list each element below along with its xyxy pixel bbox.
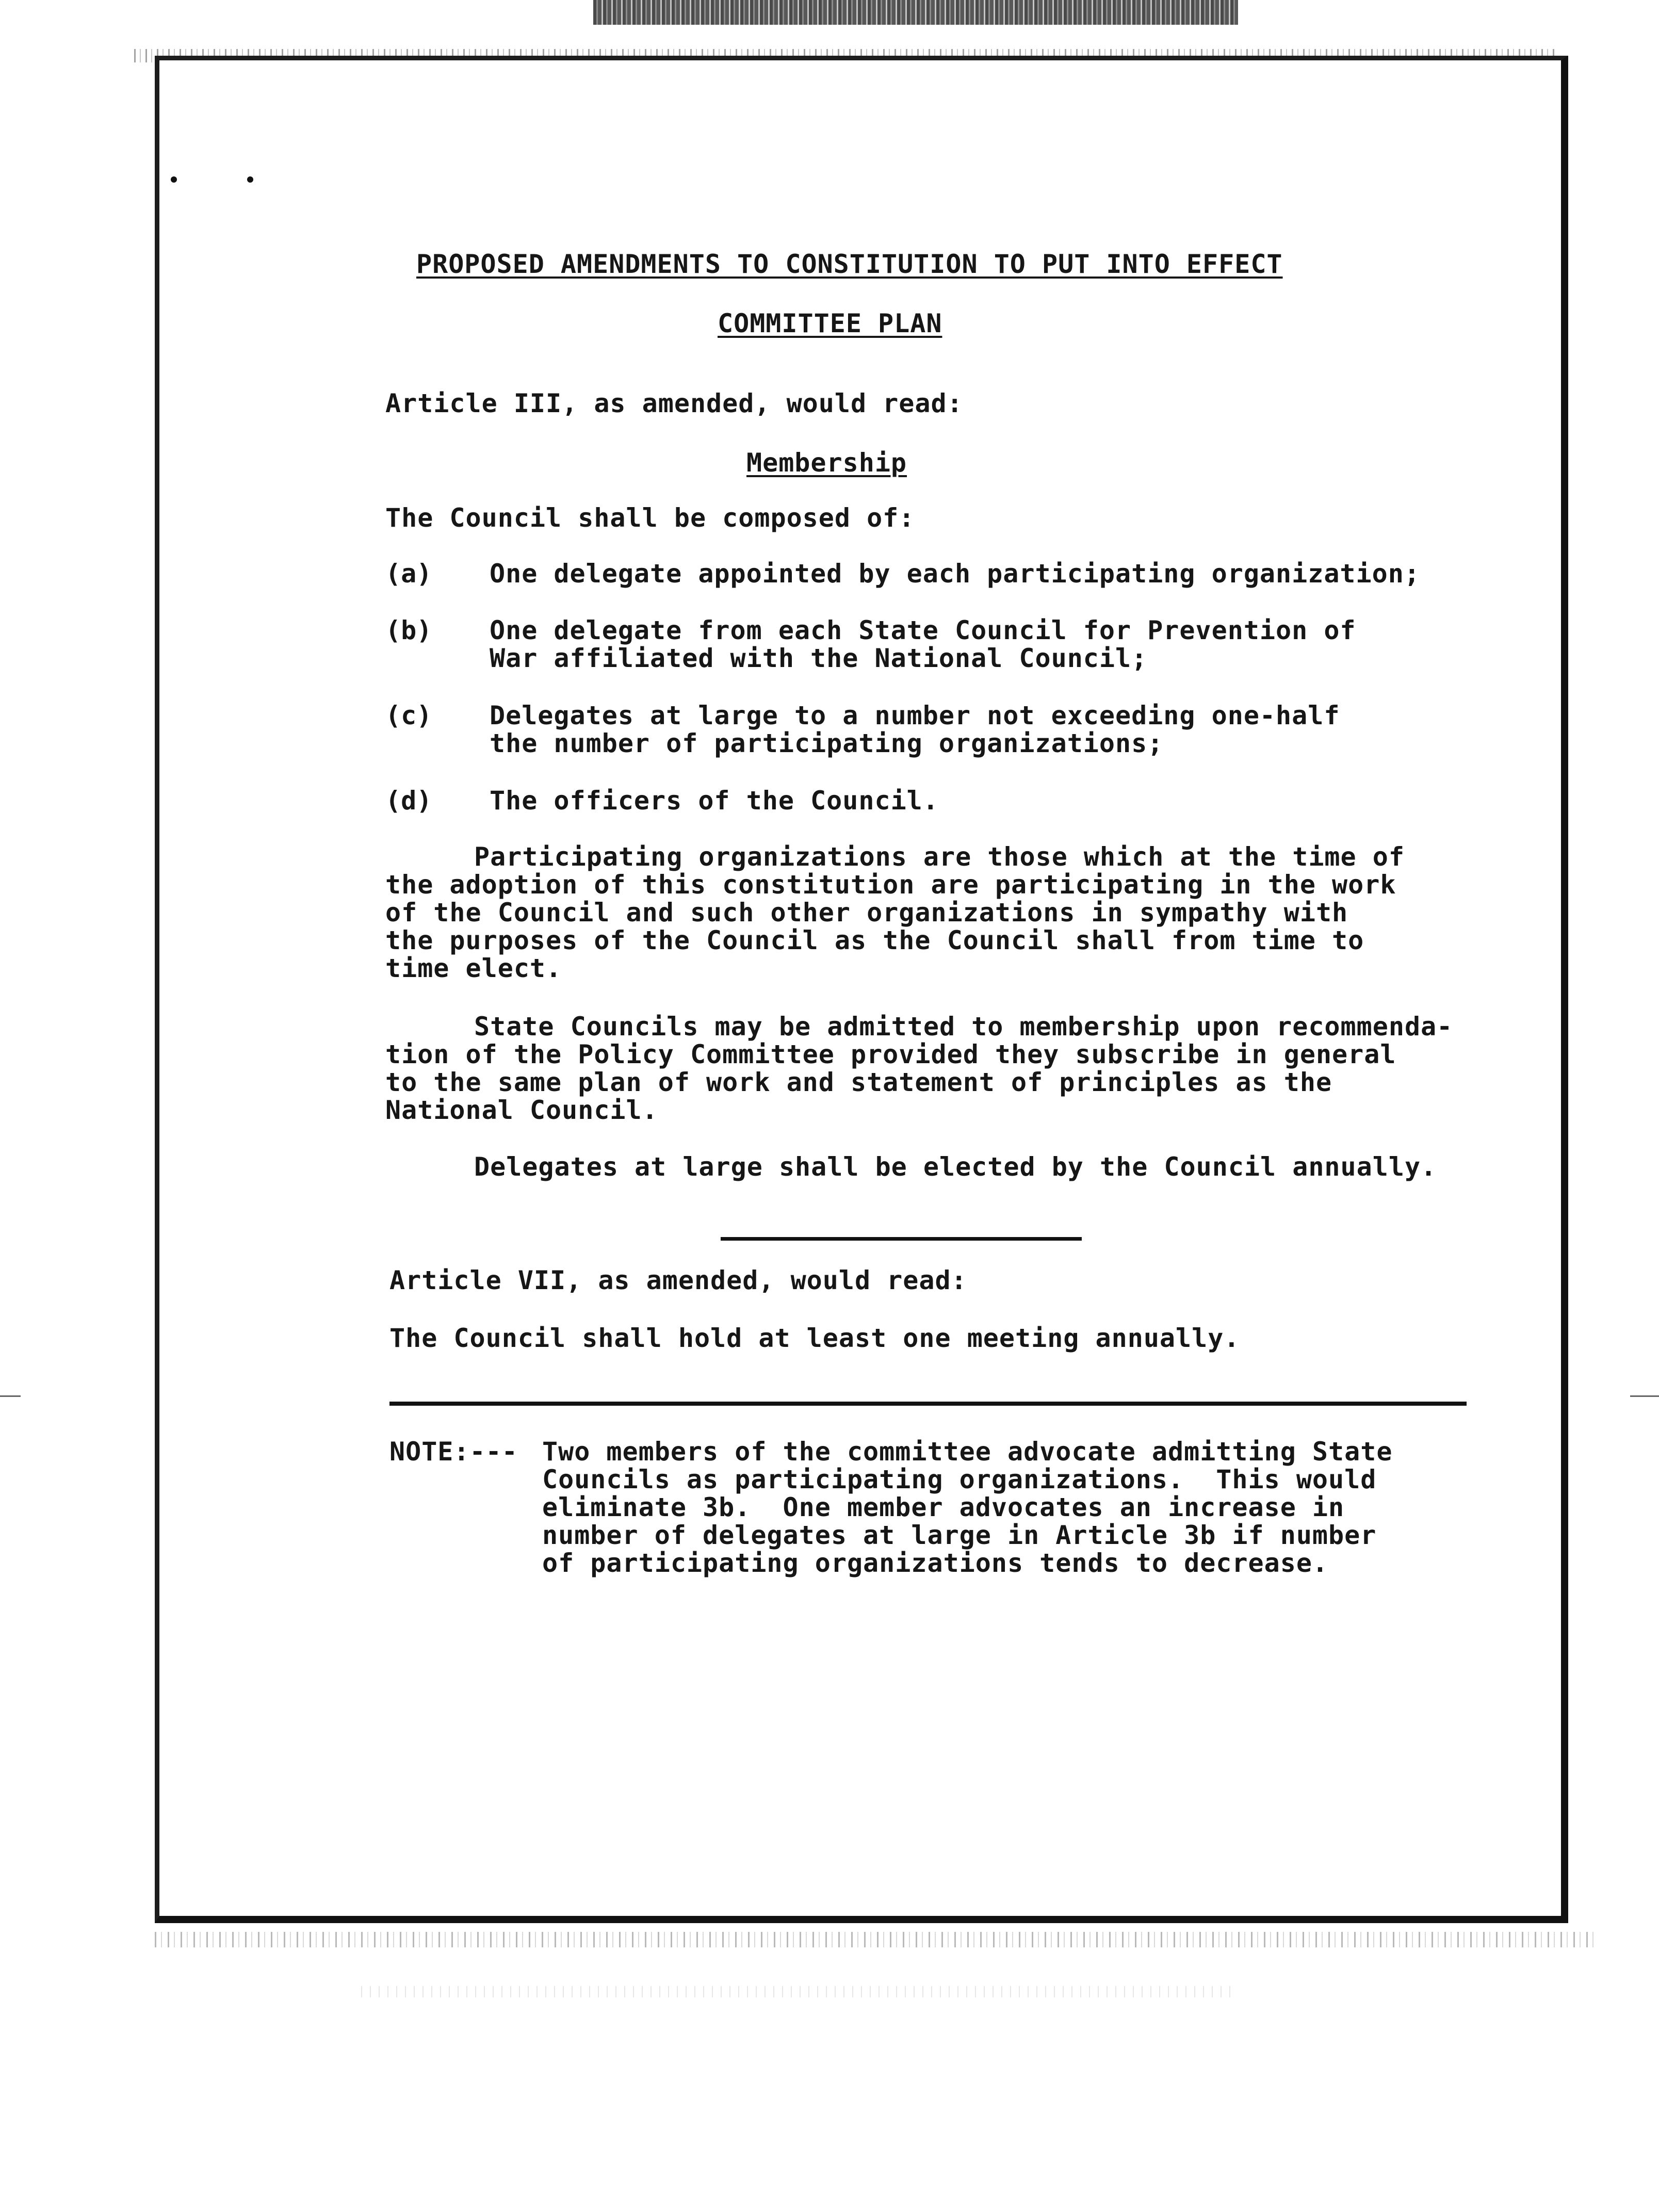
document-subtitle: COMMITTEE PLAN	[718, 308, 942, 338]
note-line-4: number of delegates at large in Article 3b if number	[542, 1520, 1377, 1550]
paragraph-1-line-3: of the Council and such other organizations in sympathy with	[385, 898, 1348, 928]
paragraph-1-line-5: time elect.	[385, 953, 562, 983]
ink-speck	[171, 176, 177, 183]
note-label: NOTE:---	[389, 1437, 518, 1467]
item-label-c: (c)	[385, 701, 432, 730]
item-d-line-1: The officers of the Council.	[490, 786, 939, 816]
paragraph-2-line-4: National Council.	[385, 1095, 658, 1125]
paragraph-1-line-1: Participating organizations are those which at the time of	[474, 842, 1405, 872]
paragraph-1-line-4: the purposes of the Council as the Council shall from time to	[385, 925, 1364, 955]
paragraph-3-line-1: Delegates at large shall be elected by the Council annually.	[474, 1152, 1437, 1182]
note-line-1: Two members of the committee advocate admitting State	[542, 1437, 1393, 1467]
item-label-a: (a)	[385, 559, 432, 589]
document-page	[155, 56, 1568, 1923]
item-b-line-2: War affiliated with the National Council;	[490, 643, 1148, 673]
item-c-line-2: the number of participating organizations;	[490, 728, 1164, 758]
scan-noise-bottom	[155, 1932, 1599, 1947]
paragraph-2-line-1: State Councils may be admitted to membership upon recommenda-	[474, 1012, 1453, 1042]
membership-heading: Membership	[746, 448, 907, 478]
paragraph-2-line-2: tion of the Policy Committee provided they subscribe in general	[385, 1039, 1396, 1069]
scan-noise-top	[593, 0, 1238, 25]
paragraph-2-line-3: to the same plan of work and statement of principles as the	[385, 1067, 1332, 1097]
document-title: PROPOSED AMENDMENTS TO CONSTITUTION TO PUT INTO EFFECT	[416, 249, 1283, 279]
scan-noise-bottom-faint	[361, 1986, 1238, 1997]
article-7-intro: Article VII, as amended, would read:	[389, 1265, 967, 1295]
item-label-d: (d)	[385, 786, 432, 816]
paragraph-1-line-2: the adoption of this constitution are participating in the work	[385, 870, 1396, 900]
note-line-5: of participating organizations tends to decrease.	[542, 1548, 1329, 1578]
margin-tick-right	[1630, 1395, 1659, 1397]
article-7-text: The Council shall hold at least one meeting annually.	[389, 1323, 1240, 1353]
ink-speck	[247, 176, 253, 183]
item-c-line-1: Delegates at large to a number not exceeding one-half	[490, 701, 1340, 730]
section-divider-short	[721, 1237, 1082, 1241]
council-composition-lead: The Council shall be composed of:	[385, 503, 915, 533]
item-b-line-1: One delegate from each State Council for Prevention of	[490, 615, 1356, 645]
note-line-2: Councils as participating organizations. This would	[542, 1465, 1377, 1494]
margin-tick-left	[0, 1395, 21, 1397]
article-3-intro: Article III, as amended, would read:	[385, 388, 963, 418]
item-label-b: (b)	[385, 615, 432, 645]
item-a-line-1: One delegate appointed by each participating organization;	[490, 559, 1420, 589]
section-divider-long	[389, 1402, 1467, 1406]
note-line-3: eliminate 3b. One member advocates an increase in	[542, 1492, 1345, 1522]
